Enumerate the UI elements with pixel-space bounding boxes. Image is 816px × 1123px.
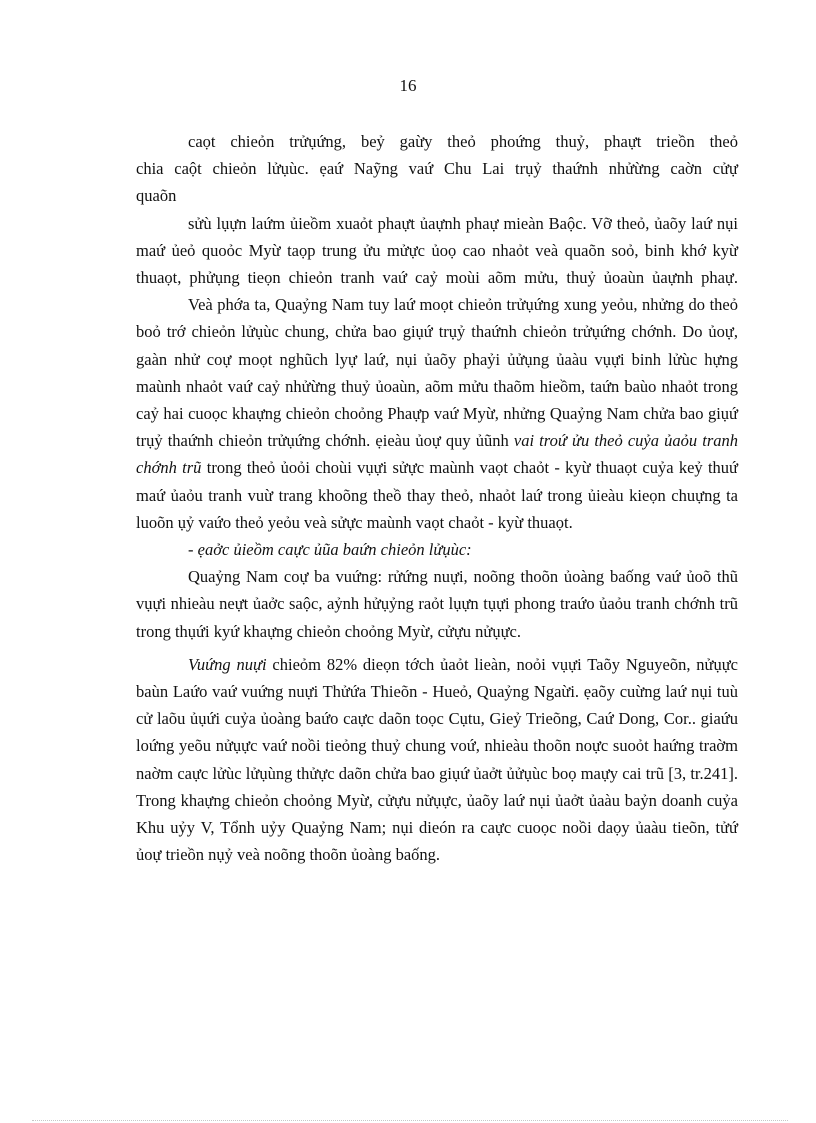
page-number: 16	[399, 76, 417, 95]
footer-divider	[32, 1120, 788, 1121]
paragraph-1-line-2: chia caột chieỏn lửụùc. ẹaứ Naỹng vaứ Chu Lai trụỷ thaứnh nhửừng caờn cửự	[136, 159, 738, 179]
paragraph-1-line-3: quaõn	[136, 186, 177, 206]
paragraph-1-line-1: caọt chieỏn trửụứng, beỷ gaừy theỏ phoứng thuỷ, phaựt trieồn theỏ	[188, 132, 738, 151]
paragraph-3	[136, 291, 738, 536]
paragraph-3-italic: vai troứ ửu theỏ cuỷa ủaỏu tranh chớnh trũ	[136, 431, 739, 478]
paragraph-4: Quaỷng Nam coự ba vuứng: rửứng nuựi, noõng thoõn ủoàng baống vaứ ủoõ thũ vụựi nhieàu neựt ủaởc saộc, aỷnh hửụỷng raỏt lụựn tụựi phong traứo ủaỏu tranh chớnh trũ trong thụứi kyứ khaựng chieỏn choỏng Myừ, cửựu nửụực.	[136, 567, 738, 641]
paragraph-5-italic: Vuứng nuựi	[188, 654, 267, 674]
paragraph-3-text-a: Veà phớa ta, Quaỷng Nam tuy laứ moọt chieỏn trửụứng xung yeỏu, nhửng do theỏ boỏ trớ chieỏn lửụùc chung, chửa bao giụứ trụỷ thaứnh chieỏn trửụứng chớnh. Do ủoự, gaàn nhử coự moọt nghũch lyự laứ, nụi ủaõy phaỷi ủửụng ủaàu vụựi binh lửùc hựng maùnh nhaỏt vaứ caỷ nhửừng thuỷ ủoaùn, aõm mửu thaõm hieồm, taứn baùo nhaỏt trong caỷ hai cuoọc khaựng chieỏn choỏng Phaựp vaứ Myừ, nhửng Quaỷng Nam chửa bao giụứ trụỷ thaứnh chieỏn trửụứng chớnh. ẹieàu ủoự quy ủũnh	[136, 295, 738, 451]
section-heading: - ẹaởc ủieồm caực ủũa baứn chieỏn lửụùc:	[188, 540, 472, 560]
paragraph-5	[136, 651, 738, 869]
paragraph-2: sửù lụựn laứm ủieồm xuaỏt phaựt ủaựnh phaự mieàn Baộc. Vỡ theỏ, ủaõy laứ nụi maứ ủeỏ quoỏc Myừ taọp trung ửu mửực ủoọ cao nhaỏt veà quaõn soỏ, binh khớ kyừ thuaọt, phửụng tieọn chieỏn tranh vaứ caỷ moùi aõm mửu, thuỷ ủoaùn ủaựnh phaự.	[136, 213, 738, 288]
paragraph-3-text-b: trong theỏ ủoỏi choùi vụựi sửực maùnh vaọt chaỏt - kyừ thuaọt cuỷa keỷ thuứ maứ ủaỏu tranh vuừ trang khoõng theồ thay theỏ, nhaỏt laứ trong ủieàu kieọn chuựng ta luoõn ụỷ vaứo theỏ yeỏu veà sửực maùnh vaọt chaỏt - kyừ thuaọt.	[136, 458, 738, 532]
body-text	[136, 128, 738, 868]
paragraph-5-text: chieỏm 82% dieọn tớch ủaỏt lieàn, noỏi vụựi Taõy Nguyeõn, nửụực baùn Laứo vaứ vuứng nuựi Thửứa Thieõn - Hueỏ, Quaỷng Ngaừi. ẹaõy cuừng laứ nụi tuù cử laõu ủụứi cuỷa ủoàng baứo caực daõn toọc Cụtu, Gieỷ Trieõng, Caứ Dong, Cor.. giaứu loứng yeõu nửụực vaứ noồi tieỏng thuỷ chung voứ, nhieàu thoõn noực suoỏt haứng traờm naờm caực lửùc lửụùng thửực daõn chửa bao giụứ ủaởt ủửụùc boọ maựy cai trũ [3, tr.241]. Trong khaựng chieỏn choỏng Myừ, cửựu nửụực, ủaõy laứ nụi ủaởt ủaàu baỷn doanh cuỷa Khu uỷy V, Tổnh uỷy Quaỷng Nam; nụi dieón ra caực cuoọc noồi daọy ủaàu tieõn, tửứ ủoự trieồn nụỷ veà noõng thoõn ủoàng baống.	[136, 654, 739, 865]
